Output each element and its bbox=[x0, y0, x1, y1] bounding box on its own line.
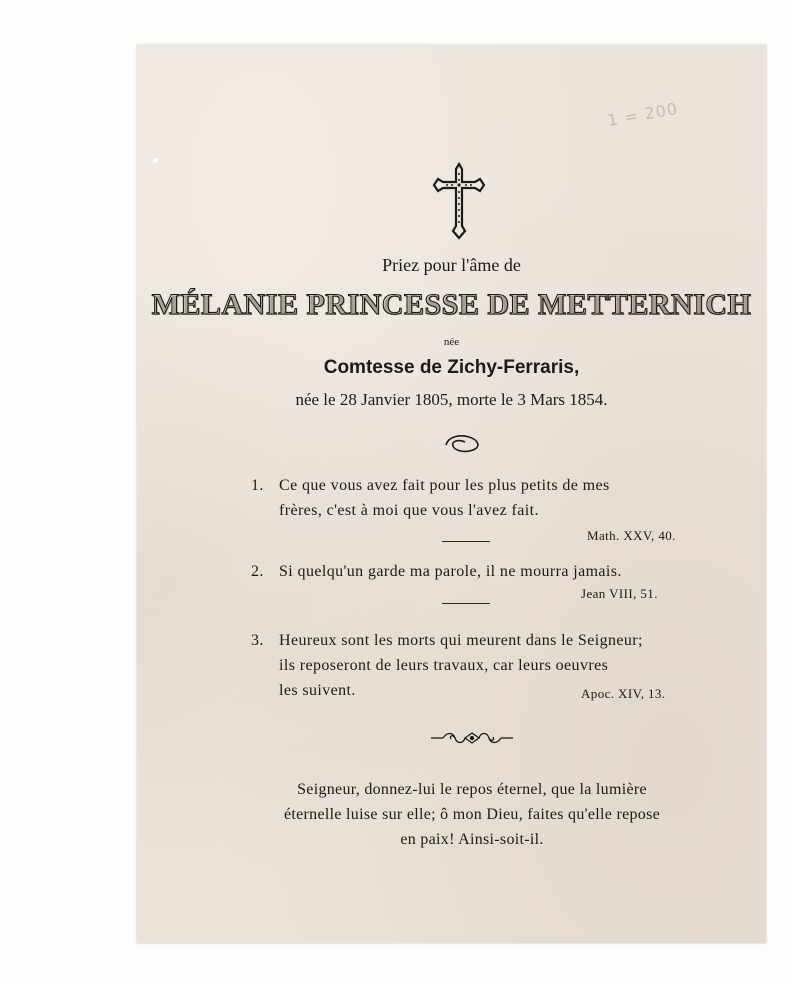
loop-ornament-icon bbox=[443, 431, 483, 455]
prayer-line: éternelle luise sur elle; ô mon Dieu, faites qu'elle repose bbox=[283, 806, 660, 823]
verse-line: Ce que vous avez fait pour les plus petits de mes bbox=[279, 477, 610, 494]
cross-icon bbox=[429, 160, 489, 240]
nee-label: née bbox=[443, 336, 460, 348]
verse-number: 1. bbox=[251, 477, 264, 494]
verse-3 bbox=[251, 628, 691, 708]
pencil-note: 1 = 200 bbox=[605, 98, 680, 131]
verse-line: Heureux sont les morts qui meurent dans le Seigneur; bbox=[279, 632, 643, 649]
verse-line: ils reposeront de leurs travaux, car leurs oeuvres bbox=[279, 657, 609, 674]
deceased-name: MÉLANIE PRINCESSE DE METTERNICH bbox=[151, 288, 752, 321]
mourning-card bbox=[137, 45, 766, 943]
verse-citation: Jean VIII, 51. bbox=[581, 586, 658, 601]
prayer-line: Seigneur, donnez-lui le repos éternel, que la lumière bbox=[297, 781, 647, 798]
verse-number: 3. bbox=[251, 632, 264, 649]
verse-citation: Apoc. XIV, 13. bbox=[581, 686, 666, 701]
intro-line: Priez pour l'âme de bbox=[382, 255, 521, 275]
punch-hole bbox=[153, 158, 158, 163]
verse-line: les suivent. bbox=[279, 682, 356, 699]
scroll-ornament-icon bbox=[429, 730, 515, 746]
life-dates: née le 28 Janvier 1805, morte le 3 Mars 1854. bbox=[295, 390, 608, 409]
divider-rule bbox=[442, 603, 490, 604]
prayer-line: en paix! Ainsi-soit-il. bbox=[400, 831, 544, 848]
verse-2 bbox=[251, 559, 691, 599]
verse-1 bbox=[251, 473, 691, 543]
closing-prayer bbox=[237, 777, 707, 852]
verse-line: frères, c'est à moi que vous l'avez fait. bbox=[279, 502, 539, 519]
maiden-name: Comtesse de Zichy-Ferraris, bbox=[323, 357, 580, 378]
divider-rule bbox=[442, 541, 490, 542]
verse-line: Si quelqu'un garde ma parole, il ne mourra jamais. bbox=[279, 563, 622, 580]
verse-citation: Math. XXV, 40. bbox=[587, 528, 676, 543]
verse-number: 2. bbox=[251, 563, 264, 580]
